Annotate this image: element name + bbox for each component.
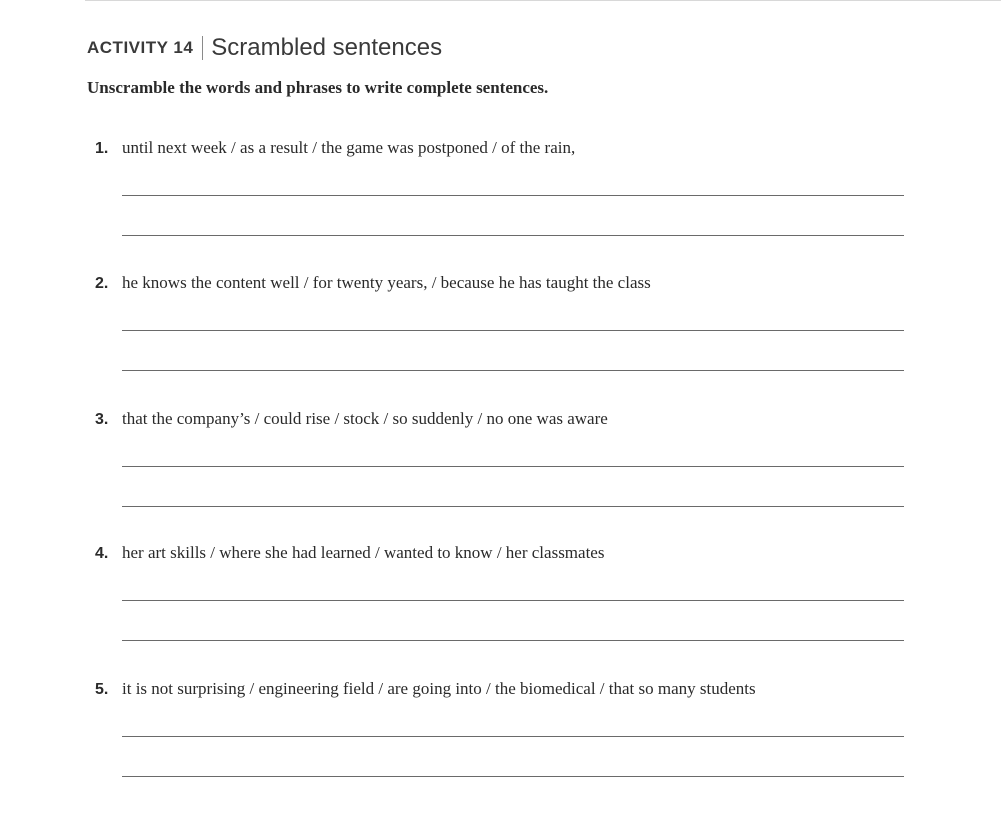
item-number: 2. xyxy=(95,275,109,292)
activity-title: Scrambled sentences xyxy=(211,34,443,61)
scrambled-sentence: he knows the content well / for twenty years, / because he has taught the class xyxy=(122,273,651,292)
answer-line[interactable] xyxy=(122,235,904,236)
answer-line[interactable] xyxy=(122,506,904,507)
instructions: Unscramble the words and phrases to write complete sentences. xyxy=(87,78,549,97)
scrambled-sentence: until next week / as a result / the game was postponed / of the rain, xyxy=(122,138,576,157)
answer-line[interactable] xyxy=(122,640,904,641)
scrambled-sentence: her art skills / where she had learned / wanted to know / her classmates xyxy=(122,543,605,562)
top-divider xyxy=(85,0,1001,1)
answer-line[interactable] xyxy=(122,195,904,196)
answer-line[interactable] xyxy=(122,600,904,601)
scrambled-sentence: it is not surprising / engineering field / are going into / the biomedical / that so many students xyxy=(122,679,756,698)
answer-line[interactable] xyxy=(122,466,904,467)
heading-separator xyxy=(202,36,203,60)
exercise-item-2 xyxy=(95,273,905,293)
exercise-item-5 xyxy=(95,679,905,699)
item-number: 4. xyxy=(95,545,109,562)
item-number: 1. xyxy=(95,140,109,157)
answer-line[interactable] xyxy=(122,776,904,777)
exercise-item-1 xyxy=(95,138,905,158)
answer-line[interactable] xyxy=(122,736,904,737)
activity-heading xyxy=(87,32,442,64)
exercise-item-4 xyxy=(95,543,905,563)
answer-line[interactable] xyxy=(122,330,904,331)
activity-label: ACTIVITY 14 xyxy=(87,38,194,57)
answer-line[interactable] xyxy=(122,370,904,371)
item-number: 5. xyxy=(95,681,109,698)
scrambled-sentence: that the company’s / could rise / stock / so suddenly / no one was aware xyxy=(122,409,608,428)
exercise-item-3 xyxy=(95,409,905,429)
item-number: 3. xyxy=(95,411,109,428)
